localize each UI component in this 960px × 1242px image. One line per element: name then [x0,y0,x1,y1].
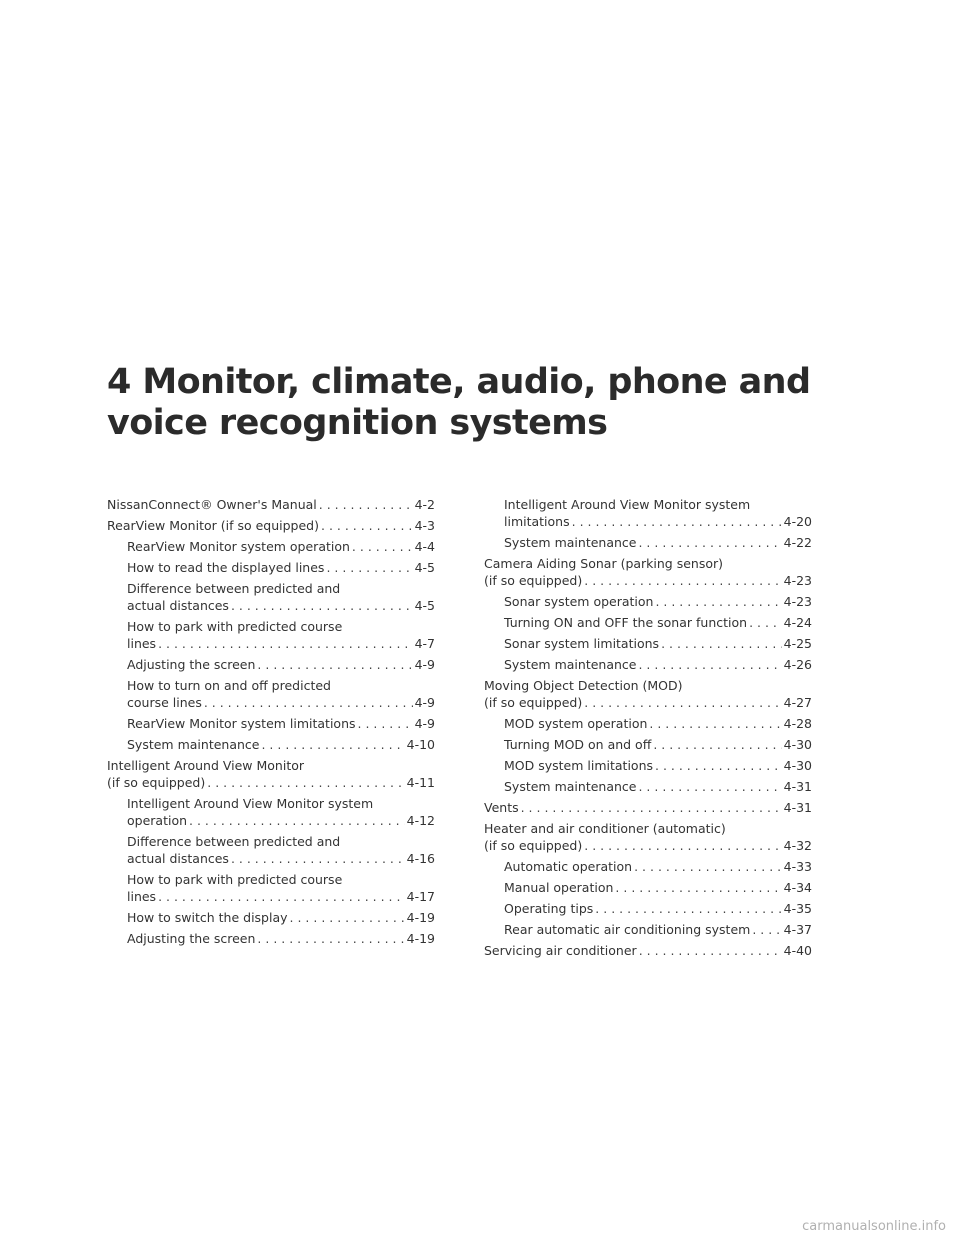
toc-entry[interactable] [504,921,812,938]
toc-dot-leader [638,534,781,551]
toc-entry-title: RearView Monitor system limitations [127,716,356,731]
toc-entry-line [484,799,812,816]
toc-entry[interactable] [504,534,812,551]
toc-page-number: 4-5 [414,560,435,575]
toc-entry-line [504,614,812,631]
toc-entry-title: System maintenance [504,779,637,794]
toc-page-number: 4-11 [406,775,435,790]
watermark: carmanualsonline.info [802,1219,946,1234]
toc-entry[interactable] [504,496,812,530]
toc-entry-line [107,774,435,791]
toc-entry-title: Adjusting the screen [127,657,256,672]
toc-entry[interactable] [504,715,812,732]
toc-entry-title: lines [127,889,157,904]
toc-entry-title: MOD system limitations [504,758,653,773]
toc-entry[interactable] [127,559,435,576]
toc-entry-title-line: Difference between predicted and [127,581,341,596]
toc-dot-leader [521,799,782,816]
toc-entry-line [127,559,435,576]
toc-entry-line [127,597,435,614]
toc-entry[interactable] [127,538,435,555]
toc-entry-title-line: Camera Aiding Sonar (parking sensor) [484,556,724,571]
toc-page-number: 4-31 [783,800,812,815]
toc-entry[interactable] [504,778,812,795]
toc-entry[interactable] [484,942,812,959]
toc-entry-line [504,900,812,917]
toc-entry-line [127,538,435,555]
toc-entry-line [504,513,812,530]
toc-entry-title-line: How to park with predicted course [127,872,343,887]
toc-page-number: 4-22 [783,535,812,550]
chapter-title-line-1: 4 Monitor, climate, audio, phone and [107,362,811,402]
toc-entry-title: Manual operation [504,880,614,895]
toc-entry-title: RearView Monitor (if so equipped) [107,518,319,533]
toc-dot-leader [639,942,782,959]
toc-entry-line [504,778,812,795]
toc-dot-leader [189,812,405,829]
toc-entry-title: Vents [484,800,519,815]
toc-entry-title-line: Intelligent Around View Monitor system [504,497,751,512]
toc-entry-title: RearView Monitor system operation [127,539,350,554]
toc-entry-line [127,694,435,711]
toc-entry-title: NissanConnect® Owner's Manual [107,497,317,512]
toc-dot-leader [572,513,782,530]
toc-entry-line [484,837,812,854]
toc-column-left [107,496,435,951]
toc-page-number: 4-40 [783,943,812,958]
toc-page-number: 4-7 [414,636,435,651]
toc-page-number: 4-10 [406,737,435,752]
toc-entry[interactable] [127,795,435,829]
toc-entry-title: System maintenance [127,737,260,752]
toc-entry[interactable] [504,858,812,875]
toc-page-number: 4-34 [783,880,812,895]
toc-entry[interactable] [127,909,435,926]
toc-entry-line [127,909,435,926]
toc-entry[interactable] [107,517,435,534]
toc-entry[interactable] [127,715,435,732]
toc-entry-title: (if so equipped) [484,838,583,853]
toc-dot-leader [749,614,782,631]
toc-entry-line [484,572,812,589]
toc-entry-line [504,879,812,896]
toc-entry-line [504,757,812,774]
toc-page-number: 4-28 [783,716,812,731]
toc-entry-title: Sonar system limitations [504,636,660,651]
toc-entry-title: actual distances [127,851,229,866]
toc-entry-title: (if so equipped) [107,775,206,790]
toc-entry-line [504,858,812,875]
toc-dot-leader [655,593,781,610]
toc-dot-leader [326,559,412,576]
toc-entry-title-line: How to turn on and off predicted [127,678,331,693]
toc-page-number: 4-20 [783,514,812,529]
toc-entry-line [504,656,812,673]
toc-entry-title: System maintenance [504,535,637,550]
toc-entry-title: Operating tips [504,901,594,916]
toc-entry[interactable] [504,900,812,917]
toc-entry-title: limitations [504,514,570,529]
toc-entry-title: operation [127,813,188,828]
toc-entry-title: System maintenance [504,657,637,672]
toc-entry-title: (if so equipped) [484,695,583,710]
toc-page-number: 4-37 [783,922,812,937]
toc-entry[interactable] [127,580,435,614]
toc-page-number: 4-9 [414,657,435,672]
toc-entry[interactable] [127,618,435,652]
toc-entry-title: Rear automatic air conditioning system [504,922,751,937]
toc-entry[interactable] [127,930,435,947]
toc-entry-title: Automatic operation [504,859,633,874]
toc-page-number: 4-4 [414,539,435,554]
toc-page-number: 4-30 [783,737,812,752]
toc-entry-title: How to read the displayed lines [127,560,325,575]
toc-entry-title-line: Difference between predicted and [127,834,341,849]
toc-dot-leader [204,694,413,711]
toc-entry-line [107,517,435,534]
toc-dot-leader [207,774,404,791]
toc-dot-leader [319,496,413,513]
toc-entry[interactable] [504,593,812,610]
toc-entry[interactable] [504,736,812,753]
toc-dot-leader [615,879,781,896]
toc-dot-leader [595,900,781,917]
toc-dot-leader [158,635,413,652]
toc-dot-leader [261,736,404,753]
toc-dot-leader [584,572,781,589]
toc-page-number: 4-19 [406,931,435,946]
toc-page-number: 4-35 [783,901,812,916]
toc-page-number: 4-17 [406,889,435,904]
toc-entry[interactable] [504,656,812,673]
toc-entry-line [484,942,812,959]
toc-dot-leader [584,694,781,711]
toc-entry-title: MOD system operation [504,716,648,731]
toc-entry-line [484,694,812,711]
toc-entry[interactable] [484,799,812,816]
toc-entry-line [127,812,435,829]
toc-dot-leader [352,538,413,555]
toc-entry[interactable] [107,757,435,791]
toc-entry[interactable] [484,820,812,854]
toc-entry-title: Sonar system operation [504,594,654,609]
toc-entry[interactable] [127,677,435,711]
toc-page-number: 4-23 [783,594,812,609]
toc-entry-line [127,635,435,652]
toc-dot-leader [649,715,781,732]
toc-dot-leader [638,656,781,673]
toc-dot-leader [638,778,781,795]
toc-entry-title-line: Intelligent Around View Monitor [107,758,305,773]
toc-entry-line [504,736,812,753]
toc-page-number: 4-33 [783,859,812,874]
toc-entry-title: How to switch the display [127,910,288,925]
toc-dot-leader [290,909,405,926]
toc-dot-leader [231,597,413,614]
toc-page-number: 4-31 [783,779,812,794]
toc-dot-leader [634,858,782,875]
toc-entry[interactable] [484,555,812,589]
toc-entry-line [127,736,435,753]
toc-page-number: 4-2 [414,497,435,512]
toc-entry[interactable] [127,736,435,753]
toc-dot-leader [655,757,782,774]
toc-page-number: 4-30 [783,758,812,773]
toc-dot-leader [752,921,781,938]
toc-dot-leader [257,656,412,673]
toc-entry[interactable] [107,496,435,513]
toc-dot-leader [653,736,781,753]
toc-entry[interactable] [504,757,812,774]
toc-page-number: 4-12 [406,813,435,828]
toc-entry-line [107,496,435,513]
toc-entry-title: lines [127,636,157,651]
toc-entry-line [504,534,812,551]
toc-dot-leader [257,930,404,947]
toc-entry-line [504,593,812,610]
toc-dot-leader [231,850,405,867]
toc-entry-title-line: Heater and air conditioner (automatic) [484,821,726,836]
chapter-title [107,362,907,444]
toc-entry-line [504,635,812,652]
toc-entry[interactable] [127,833,435,867]
toc-entry-title: (if so equipped) [484,573,583,588]
toc-column-right [484,496,812,963]
toc-dot-leader [661,635,782,652]
toc-page-number: 4-9 [414,695,435,710]
toc-entry[interactable] [484,677,812,711]
toc-entry[interactable] [127,871,435,905]
toc-page-number: 4-27 [783,695,812,710]
toc-entry-line [504,715,812,732]
toc-page-number: 4-24 [783,615,812,630]
toc-entry-title-line: How to park with predicted course [127,619,343,634]
toc-page-number: 4-16 [406,851,435,866]
toc-page-number: 4-9 [414,716,435,731]
toc-page-number: 4-5 [414,598,435,613]
toc-entry-line [127,656,435,673]
toc-entry-title: Turning ON and OFF the sonar function [504,615,748,630]
toc-entry-line [127,888,435,905]
chapter-title-line-2: voice recognition systems [107,403,608,443]
toc-entry[interactable] [504,614,812,631]
toc-entry-line [127,850,435,867]
toc-page-number: 4-19 [406,910,435,925]
toc-entry[interactable] [127,656,435,673]
toc-dot-leader [358,715,413,732]
toc-entry-line [504,921,812,938]
toc-entry-line [127,715,435,732]
toc-page-number: 4-26 [783,657,812,672]
toc-entry-title: Servicing air conditioner [484,943,637,958]
toc-entry-title: Turning MOD on and off [504,737,652,752]
toc-entry-title-line: Moving Object Detection (MOD) [484,678,683,693]
toc-entry-line [127,930,435,947]
toc-page-number: 4-25 [783,636,812,651]
toc-page-number: 4-23 [783,573,812,588]
toc-entry-title: Adjusting the screen [127,931,256,946]
toc-entry-title: actual distances [127,598,229,613]
toc-dot-leader [158,888,405,905]
toc-page-number: 4-3 [414,518,435,533]
toc-dot-leader [584,837,781,854]
toc-entry[interactable] [504,879,812,896]
toc-entry-title: course lines [127,695,202,710]
toc-dot-leader [321,517,413,534]
toc-entry[interactable] [504,635,812,652]
toc-page-number: 4-32 [783,838,812,853]
toc-entry-title-line: Intelligent Around View Monitor system [127,796,374,811]
